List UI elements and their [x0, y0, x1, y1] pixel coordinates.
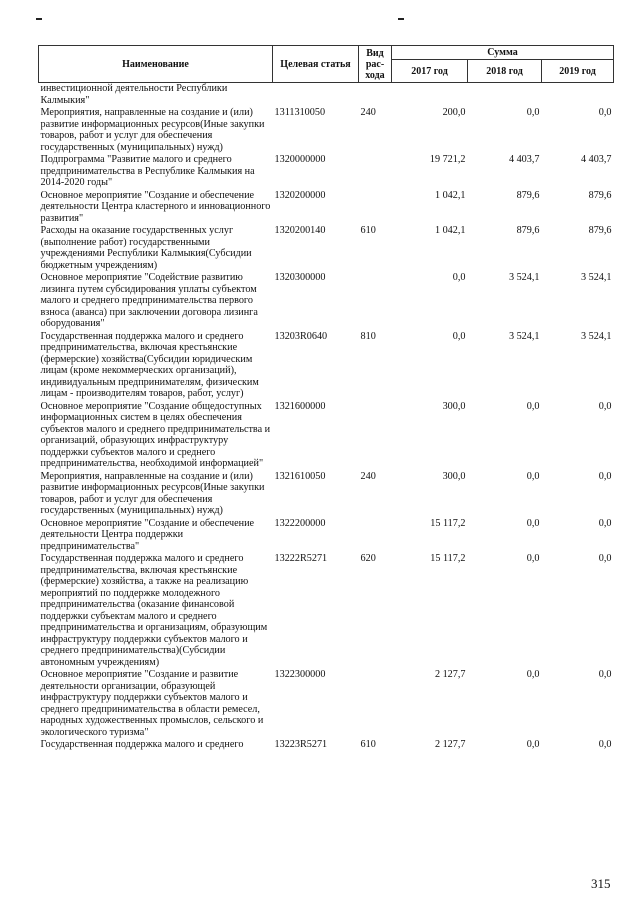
row-target-code: 1321610050 [274, 470, 326, 482]
table-header [39, 46, 614, 83]
row-sum-2017: 0,0 [452, 272, 466, 283]
row-sum-2018: 0,0 [526, 553, 540, 564]
scan-mark-center [398, 18, 404, 20]
row-sum-2017: 300,0 [442, 400, 466, 412]
row-name: Государственная поддержка малого и среднего [40, 739, 244, 750]
row-sum-2018: 4 403,7 [508, 154, 540, 165]
row-target-code: 13222R5271 [274, 553, 328, 564]
row-sum-2018: 0,0 [526, 470, 540, 482]
header-year-2018: 2018 год [468, 60, 542, 83]
page-number: 315 [591, 876, 611, 891]
row-sum-2019: 0,0 [598, 470, 612, 482]
table-row [39, 154, 614, 190]
row-sum-2017: 1 042,1 [434, 189, 466, 201]
row-target-code: 1320000000 [274, 154, 326, 165]
row-target-code: 13223R5271 [274, 739, 328, 750]
row-sum-2019: 3 524,1 [580, 272, 612, 283]
row-name: Основное мероприятие "Содействие развитию лизинга путем субсидирования уплаты субъектом малого и среднего предпринимательства первого взноса (аванса) при заключении договора лизинга оборудования" [40, 272, 258, 329]
row-sum-2017: 15 117,2 [430, 553, 466, 564]
row-expense-type [359, 669, 392, 739]
row-expense-type: 610 [360, 225, 376, 236]
table-row [39, 190, 614, 226]
row-sum-2017: 2 127,7 [434, 739, 466, 750]
row-sum-2018: 879,6 [516, 189, 540, 201]
row-sum-2018: 3 524,1 [508, 330, 540, 342]
row-sum-2017: 2 127,7 [434, 669, 466, 680]
row-sum-2018: 0,0 [526, 739, 540, 750]
row-name: Государственная поддержка малого и среднего предпринимательства, включая крестьянские (фермерские) хозяйства, а также на реализацию мероприятий по поддержке молодежного предпринимательства (оказание финансовой поддержки субъектам малого и среднего предпринимательства и организациям, образующим инфраструктуру поддержки субъектов малого и среднего предпринимательства)(Субсидии автономным учреждениям) [40, 553, 268, 668]
row-name: Расходы на оказание государственных услуг (выполнение работ) государственными учреждениями Республики Калмыкия(Субсидии бюджетным учреждениям) [40, 225, 252, 271]
row-expense-type: 810 [360, 330, 376, 342]
header-expense-type: Вид рас-хода [359, 46, 392, 83]
budget-table [38, 45, 614, 752]
row-sum-2018: 3 524,1 [508, 272, 540, 283]
row-name: Государственная поддержка малого и среднего предпринимательства, включая крестьянские (фермерские) хозяйства(Субсидии юридическим лицам (кроме некоммерческих организаций), индивидуальным предпринимателям, физическим лицам - производителям товаров, работ, услуг) [40, 330, 259, 399]
row-expense-type: 240 [360, 107, 376, 118]
table-row [39, 553, 614, 669]
row-sum-2017: 15 117,2 [430, 517, 466, 529]
table-row [39, 272, 614, 331]
row-sum-2018: 879,6 [516, 225, 540, 236]
row-sum-2017: 200,0 [442, 107, 466, 118]
row-target-code: 13203R0640 [274, 330, 328, 342]
row-name: Подпрограмма "Развитие малого и среднего предпринимательства в Республике Калмыкия на 2014-2020 годы" [40, 154, 255, 188]
row-sum-2018: 0,0 [526, 107, 540, 118]
row-sum-2019: 0,0 [598, 739, 612, 750]
row-name: Основное мероприятие "Создание и обеспечение деятельности Центра поддержки предпринимательства" [40, 517, 255, 552]
header-name: Наименование [39, 46, 273, 83]
row-name: Мероприятия, направленные на создание и (или) развитие информационных ресурсов(Иные закупки товаров, работ и услуг для обеспечения государственных (муниципальных) нужд) [40, 470, 265, 516]
row-sum-2017: 0,0 [452, 330, 466, 342]
table-row [39, 518, 614, 554]
row-name: Мероприятия, направленные на создание и (или) развитие информационных ресурсов(Иные закупки товаров, работ и услуг для обеспечения государственных (муниципальных) нужд) [40, 107, 265, 153]
row-target-code: 1311310050 [274, 107, 326, 118]
scan-mark-left [36, 18, 42, 20]
row-sum-2017: 19 721,2 [429, 154, 466, 165]
row-expense-type: 610 [360, 739, 376, 750]
row-target-code: 1322300000 [274, 669, 326, 680]
table-row [39, 107, 614, 154]
row-sum-2018: 0,0 [526, 517, 540, 529]
row-expense-type [359, 272, 392, 331]
table-row [39, 471, 614, 518]
row-sum-2019: 879,6 [588, 225, 612, 236]
row-sum-2018: 0,0 [526, 669, 540, 680]
row-name: Основное мероприятие "Создание и обеспечение деятельности Центра кластерного и инновационного развития" [40, 189, 271, 224]
row-sum-2019: 879,6 [588, 189, 612, 201]
row-expense-type: 240 [360, 470, 376, 482]
row-sum-2019: 0,0 [598, 107, 612, 118]
row-sum-2017: 300,0 [442, 470, 466, 482]
row-sum-2017: 1 042,1 [434, 225, 466, 236]
row-sum-2018: 0,0 [526, 400, 540, 412]
header-sum: Сумма [392, 46, 614, 60]
row-name: инвестиционной деятельности Республики Калмыкия" [40, 83, 228, 106]
row-expense-type [359, 154, 392, 190]
row-sum-2019: 4 403,7 [580, 154, 612, 165]
table-body [39, 83, 614, 752]
row-target-code: 1320300000 [274, 272, 326, 283]
row-name: Основное мероприятие "Создание и развитие деятельности организации, образующей инфраструктуру поддержки субъектов малого и среднего предпринимательства в области ремесел, народных художественных промыслов, сельского и экологического туризма" [40, 669, 264, 738]
row-target-code: 1321600000 [274, 400, 326, 412]
row-expense-type [359, 518, 392, 554]
table-row [39, 739, 614, 752]
row-target-code: 1320200000 [274, 189, 326, 201]
row-target-code: 1322200000 [274, 517, 326, 529]
row-sum-2019: 0,0 [598, 400, 612, 412]
header-year-2017: 2017 год [392, 60, 468, 83]
table-row-continuation [39, 83, 614, 108]
row-sum-2019: 0,0 [598, 553, 612, 564]
row-sum-2019: 0,0 [598, 517, 612, 529]
header-year-2019: 2019 год [542, 60, 614, 83]
header-target-code: Целевая статья [273, 46, 359, 83]
row-sum-2019: 0,0 [598, 669, 612, 680]
row-expense-type [359, 401, 392, 471]
table-row [39, 331, 614, 401]
row-expense-type [359, 190, 392, 226]
row-expense-type: 620 [360, 553, 376, 564]
row-target-code: 1320200140 [274, 225, 326, 236]
table-row [39, 225, 614, 272]
table-row [39, 401, 614, 471]
table-row [39, 669, 614, 739]
row-sum-2019: 3 524,1 [580, 330, 612, 342]
row-name: Основное мероприятие "Создание общедоступных информационных систем в целях обеспечения субъектов малого и среднего предпринимательства и организаций, образующих инфраструктуру поддержки субъектов малого и среднего предпринимательства, необходимой информацией" [40, 400, 271, 469]
